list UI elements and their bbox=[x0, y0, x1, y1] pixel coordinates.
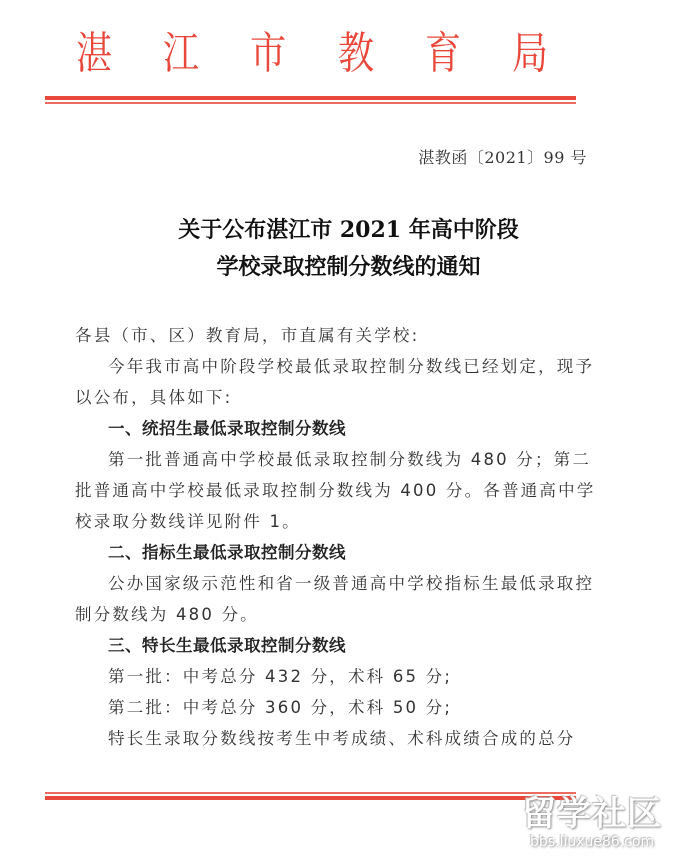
footer-divider-thin bbox=[45, 792, 576, 794]
letterhead-char: 市 bbox=[250, 28, 287, 79]
watermark-url: bbs.liuxue86.com bbox=[529, 834, 655, 850]
footer-divider-thick bbox=[45, 796, 576, 800]
intro-paragraph: 今年我市高中阶段学校最低录取控制分数线已经划定，现予以公布，具体如下: bbox=[75, 357, 595, 407]
letterhead-char: 教 bbox=[337, 28, 374, 79]
document-title bbox=[0, 212, 679, 286]
section-text-1: 第一批普通高中学校最低录取控制分数线为 480 分；第二批普通高中学校最低录取控制分数线为 400 分。各普通高中学校录取分数线详见附件 1。 bbox=[75, 450, 596, 531]
letterhead-char: 局 bbox=[511, 28, 548, 79]
letterhead-title bbox=[72, 28, 552, 80]
section-heading-2: 二、指标生最低录取控制分数线 bbox=[108, 543, 346, 562]
letterhead-char: 湛 bbox=[75, 28, 113, 79]
document-body bbox=[75, 320, 605, 754]
title-line-2: 学校录取控制分数线的通知 bbox=[216, 254, 481, 280]
watermark-logo bbox=[507, 795, 677, 861]
salutation: 各县（市、区）教育局，市直属有关学校: bbox=[75, 326, 420, 345]
section-text-2: 公办国家级示范性和省一级普通高中学校指标生最低录取控制分数线为 480 分。 bbox=[75, 574, 595, 624]
letterhead-divider-thin bbox=[45, 102, 576, 104]
watermark-text: 留学社区 bbox=[522, 794, 662, 834]
section-line-3c: 特长生录取分数线按考生中考成绩、术科成绩合成的总分 bbox=[108, 729, 576, 748]
document-number: 湛教函〔2021〕99 号 bbox=[418, 148, 587, 167]
letterhead-divider-thick bbox=[45, 96, 576, 100]
section-heading-1: 一、统招生最低录取控制分数线 bbox=[108, 419, 346, 438]
section-heading-3: 三、特长生最低录取控制分数线 bbox=[108, 636, 346, 655]
letterhead-char: 江 bbox=[163, 28, 200, 79]
letterhead-char: 育 bbox=[424, 28, 461, 79]
section-line-3a: 第一批：中考总分 432 分，术科 65 分; bbox=[108, 667, 453, 686]
section-line-3b: 第二批：中考总分 360 分，术科 50 分; bbox=[108, 698, 453, 717]
title-line-1: 关于公布湛江市 2021 年高中阶段 bbox=[178, 217, 519, 243]
